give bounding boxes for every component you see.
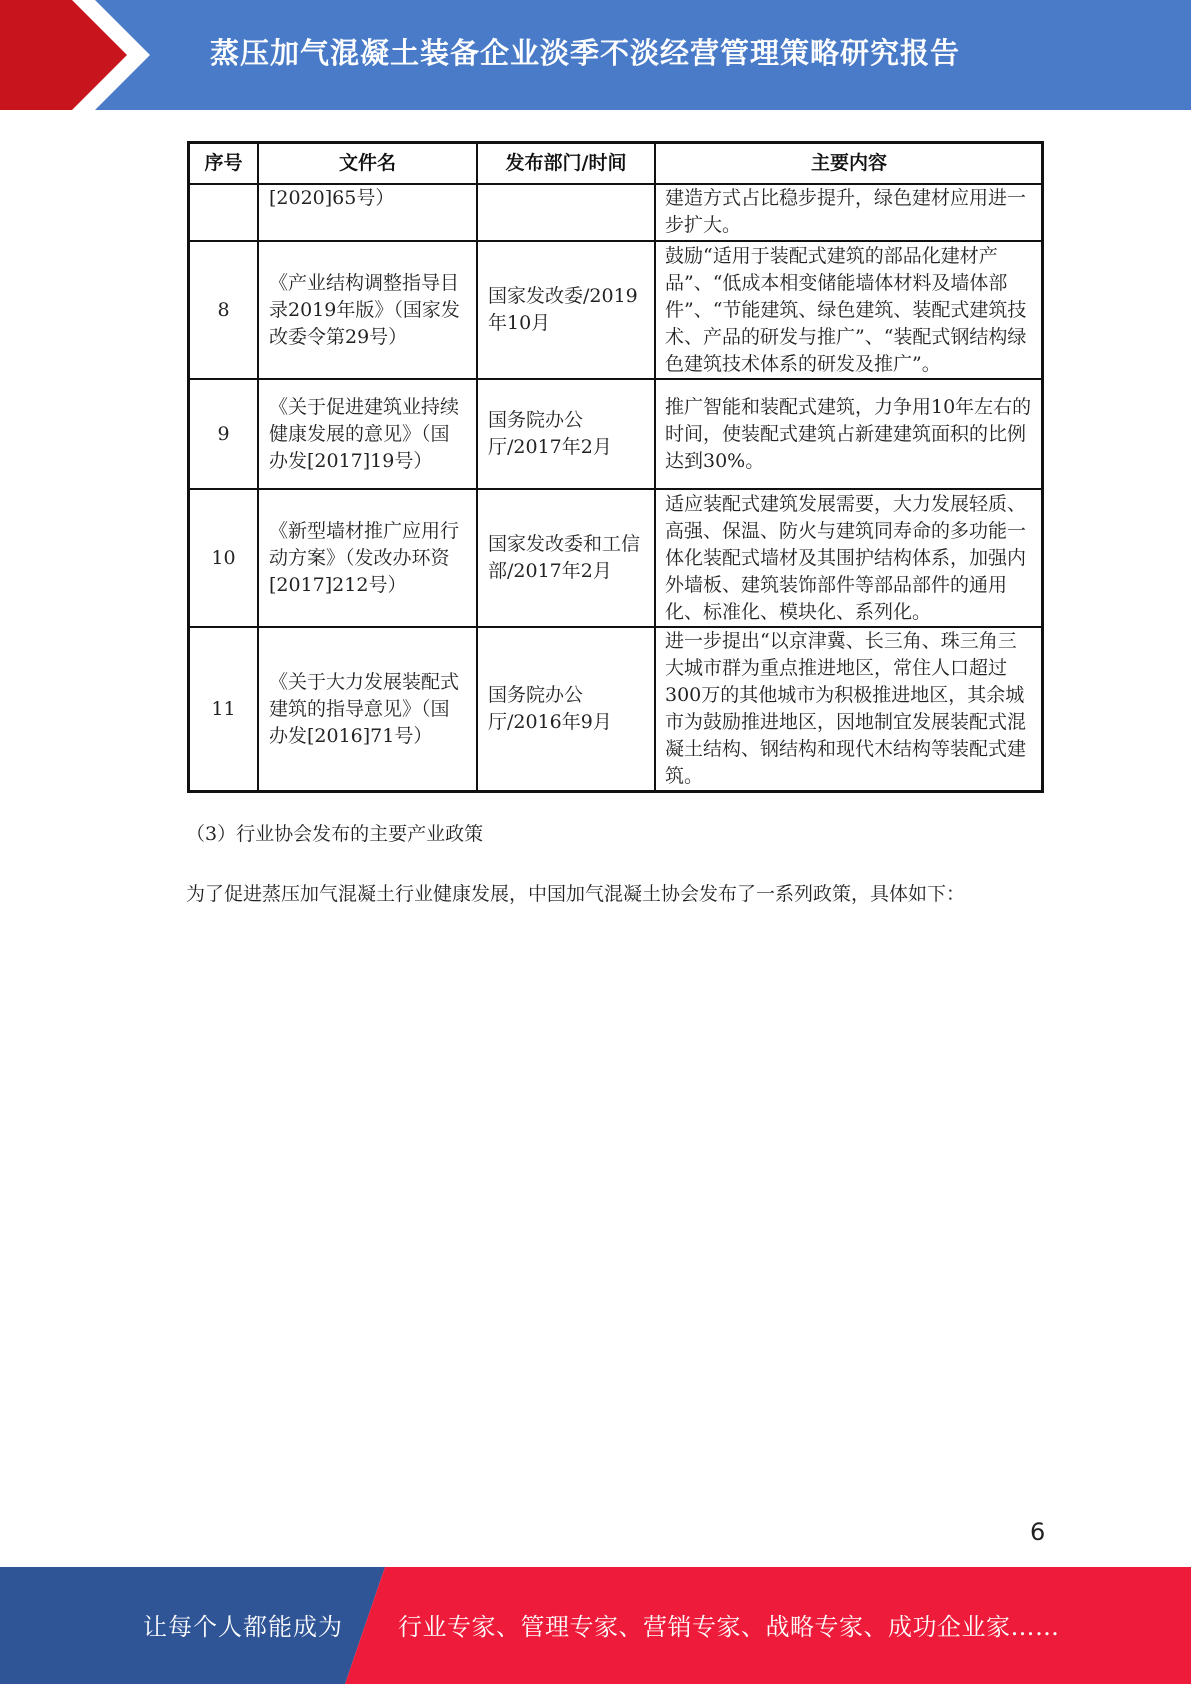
policy-table	[187, 141, 1044, 793]
cell-dept	[477, 184, 655, 241]
table-row	[189, 184, 1043, 241]
table-row	[189, 241, 1043, 379]
cell-file: 《产业结构调整指导目录2019年版》（国家发改委令第29号）	[258, 241, 477, 379]
cell-content: 建造方式占比稳步提升，绿色建材应用进一步扩大。	[655, 184, 1043, 241]
footer-slogan-left: 让每个人都能成为	[143, 1613, 343, 1641]
header-banner	[0, 0, 1191, 110]
cell-file: 《新型墙材推广应用行动方案》（发改办环资[2017]212号）	[258, 489, 477, 627]
cell-content: 推广智能和装配式建筑，力争用10年左右的时间，使装配式建筑占新建建筑面积的比例达到30%。	[655, 379, 1043, 489]
header-file: 文件名	[258, 143, 477, 185]
cell-no: 11	[189, 627, 259, 792]
page-number: 6	[1030, 1518, 1046, 1546]
table-row	[189, 379, 1043, 489]
table-row	[189, 627, 1043, 792]
report-title: 蒸压加气混凝土装备企业淡季不淡经营管理策略研究报告	[210, 36, 961, 70]
header-content: 主要内容	[655, 143, 1043, 185]
cell-no: 10	[189, 489, 259, 627]
footer-banner	[0, 1567, 1191, 1684]
cell-file: 《关于促进建筑业持续健康发展的意见》（国办发[2017]19号）	[258, 379, 477, 489]
table-header-row	[189, 143, 1043, 185]
header-no: 序号	[189, 143, 259, 185]
cell-dept: 国家发改委和工信部/2017年2月	[477, 489, 655, 627]
cell-no: 8	[189, 241, 259, 379]
cell-dept: 国务院办公厅/2017年2月	[477, 379, 655, 489]
section-heading: （3）行业协会发布的主要产业政策	[186, 823, 484, 845]
cell-no: 9	[189, 379, 259, 489]
cell-file: 《关于大力发展装配式建筑的指导意见》（国办发[2016]71号）	[258, 627, 477, 792]
cell-content: 进一步提出“以京津冀、长三角、珠三角三大城市群为重点推进地区，常住人口超过300万的其他城市为积极推进地区，其余城市为鼓励推进地区，因地制宜发展装配式混凝土结构、钢结构和现代木结构等装配式建筑。	[655, 627, 1043, 792]
cell-no	[189, 184, 259, 241]
cell-file: [2020]65号）	[258, 184, 477, 241]
cell-content: 鼓励“适用于装配式建筑的部品化建材产品”、“低成本相变储能墙体材料及墙体部件”、“节能建筑、绿色建筑、装配式建筑技术、产品的研发与推广”、“装配式钢结构绿色建筑技术体系的研发及推广”。	[655, 241, 1043, 379]
header-dept: 发布部门/时间	[477, 143, 655, 185]
table-row	[189, 489, 1043, 627]
cell-content: 适应装配式建筑发展需要，大力发展轻质、高强、保温、防火与建筑同寿命的多功能一体化装配式墙材及其围护结构体系，加强内外墙板、建筑装饰部件等部品部件的通用化、标准化、模块化、系列化。	[655, 489, 1043, 627]
cell-dept: 国家发改委/2019年10月	[477, 241, 655, 379]
footer-slogan-right: 行业专家、管理专家、营销专家、战略专家、成功企业家……	[398, 1613, 1060, 1641]
cell-dept: 国务院办公厅/2016年9月	[477, 627, 655, 792]
intro-paragraph: 为了促进蒸压加气混凝土行业健康发展，中国加气混凝土协会发布了一系列政策，具体如下：	[186, 883, 966, 905]
